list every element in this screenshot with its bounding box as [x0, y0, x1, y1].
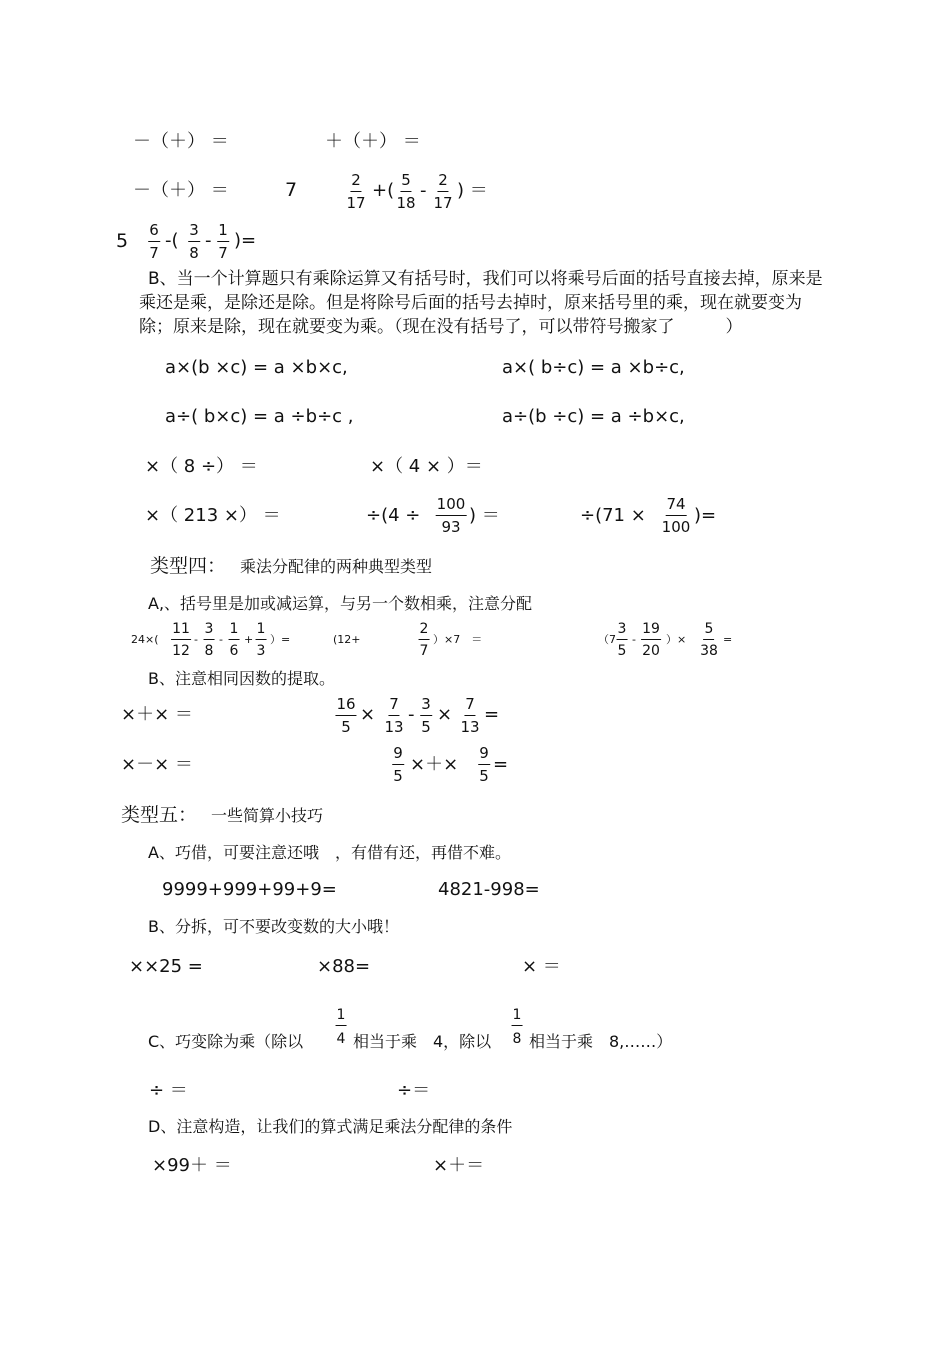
fraction: $\frac{2}{7}$	[419, 621, 429, 659]
fraction: $\frac{9}{5}$	[479, 744, 489, 785]
operator: ×	[360, 704, 376, 725]
operator: ×	[437, 704, 453, 725]
fraction: $\frac{7}{13}$	[384, 695, 404, 736]
fraction: $\frac{5}{18}$	[396, 171, 416, 212]
expr-5d-2: ×＋＝	[433, 1155, 485, 1176]
type5a-label: A、巧借，可要注意还哦 ，有借有还，再借不难。	[148, 843, 511, 862]
fraction: $\frac{1}{4}$	[336, 1007, 346, 1047]
fraction: $\frac{9}{5}$	[393, 744, 403, 785]
fraction: $\frac{2}{17}$	[346, 171, 366, 212]
operator: -	[632, 633, 636, 646]
operator: =	[493, 754, 509, 775]
exercise-2c-post: )=	[694, 505, 717, 526]
rule-2a: a÷( b×c) = a ÷b÷c ,	[165, 406, 354, 427]
expr-5b-3: × ＝	[522, 956, 561, 977]
expr-r1-b: ＋（＋） ＝	[325, 131, 421, 152]
operator: =	[723, 633, 733, 646]
fraction: $\frac{3}{5}$	[421, 695, 431, 736]
fraction: $\frac{1}{7}$	[218, 221, 228, 262]
expr-5b-2: ×88=	[317, 956, 371, 977]
exercise-2a: ×（ 213 ×） ＝	[145, 505, 281, 526]
fraction: $\frac{1}{8}$	[512, 1007, 522, 1047]
expr-5c-2: ÷＝	[397, 1080, 431, 1101]
fraction: $\frac{100}{93}$	[436, 495, 466, 536]
operator: -	[420, 180, 427, 201]
expr-4b-1: ×＋× ＝	[121, 704, 193, 725]
type4b-label: B、注意相同因数的提取。	[148, 669, 335, 688]
expr-5c-1: ÷ ＝	[149, 1080, 188, 1101]
fraction: $\frac{74}{100}$	[661, 495, 691, 536]
fraction: $\frac{3}{5}$	[617, 621, 627, 659]
fraction: $\frac{11}{12}$	[172, 621, 190, 659]
fraction: $\frac{1}{3}$	[256, 621, 266, 659]
rule-1a: a×(b ×c) = a ×b×c,	[165, 357, 348, 378]
operator: =	[484, 704, 500, 725]
operator: -(	[165, 230, 179, 251]
exercise-2b-pre: ÷(4 ÷	[366, 505, 421, 526]
exercise-2c-pre: ÷(71 ×	[580, 505, 646, 526]
rule-2b: a÷(b ÷c) = a ÷b×c,	[502, 406, 685, 427]
expr-4a-1-post: ）=	[270, 633, 291, 646]
expr-5a-2: 4821-998=	[438, 879, 540, 900]
expr-r1-a: －（＋） ＝	[133, 131, 229, 152]
operator: ) ＝	[457, 180, 488, 201]
operator: -	[219, 633, 223, 646]
fraction: $\frac{3}{8}$	[204, 621, 214, 659]
expr-r3-lead: 5	[116, 230, 129, 252]
type5c-mid2: 相当于乘 8,……）	[529, 1032, 673, 1051]
rule-1b: a×( b÷c) = a ×b÷c,	[502, 357, 685, 378]
type5c-label: C、巧变除为乘（除以	[148, 1032, 304, 1051]
type5-subtitle: 一些简算小技巧	[211, 806, 324, 825]
expr-r2-a: －（＋） ＝	[133, 180, 229, 201]
fraction: $\frac{1}{6}$	[229, 621, 239, 659]
operator: -	[194, 633, 198, 646]
operator: )=	[234, 230, 257, 251]
expr-5b-1: ××25 =	[129, 956, 203, 977]
type5d-label: D、注意构造，让我们的算式满足乘法分配律的条件	[148, 1117, 513, 1136]
fraction: $\frac{2}{17}$	[433, 171, 453, 212]
operator: -	[205, 230, 212, 251]
fraction: $\frac{5}{38}$	[700, 621, 718, 659]
exercise-2b-post: ) ＝	[469, 505, 500, 526]
expr-4a-3-pre: （7	[598, 633, 616, 646]
expr-4a-2-post: ）×7 ＝	[433, 633, 483, 646]
expr-5a-1: 9999+999+99+9=	[162, 879, 337, 900]
operator: -	[408, 704, 415, 725]
type5-title: 类型五：	[121, 804, 198, 826]
fraction: $\frac{3}{8}$	[189, 221, 199, 262]
expr-4b-2: ×－× ＝	[121, 754, 193, 775]
operator: +(	[372, 180, 395, 201]
section-b-paragraph: B、当一个计算题只有乘除运算又有括号时，我们可以将乘号后面的括号直接去掉，原来是乘还是乘，是除还是除。但是将除号后面的括号去掉时，原来括号里的乘，现在就要变为除；原来是除，现在就要变为乘。（现在没有括号了，可以带符号搬家了 ）	[139, 269, 823, 337]
expr-5d-1: ×99＋ ＝	[152, 1155, 232, 1176]
type4a-label: A,、括号里是加或减运算，与另一个数相乘，注意分配	[148, 594, 533, 613]
fraction: $\frac{7}{13}$	[460, 695, 480, 736]
operator: ）×	[666, 633, 687, 646]
operator: +	[244, 633, 254, 646]
type4-title: 类型四：	[150, 555, 227, 577]
type5c-mid1: 相当于乘 4，除以	[353, 1032, 492, 1051]
fraction: $\frac{16}{5}$	[336, 695, 356, 736]
exercise-1b: ×（ 4 × ）＝	[370, 456, 483, 477]
expr-r2-num: 7	[285, 179, 298, 201]
fraction: $\frac{19}{20}$	[642, 621, 660, 659]
fraction: $\frac{6}{7}$	[149, 221, 159, 262]
expr-4a-1-pre: 24×(	[131, 633, 159, 646]
type4-subtitle: 乘法分配律的两种典型类型	[240, 557, 433, 576]
exercise-1a: ×（ 8 ÷） ＝	[145, 456, 258, 477]
type5b-label: B、分拆，可不要改变数的大小哦！	[148, 917, 399, 936]
expr-4a-2-pre: (12+	[333, 633, 361, 646]
operator: ×＋×	[410, 754, 459, 775]
